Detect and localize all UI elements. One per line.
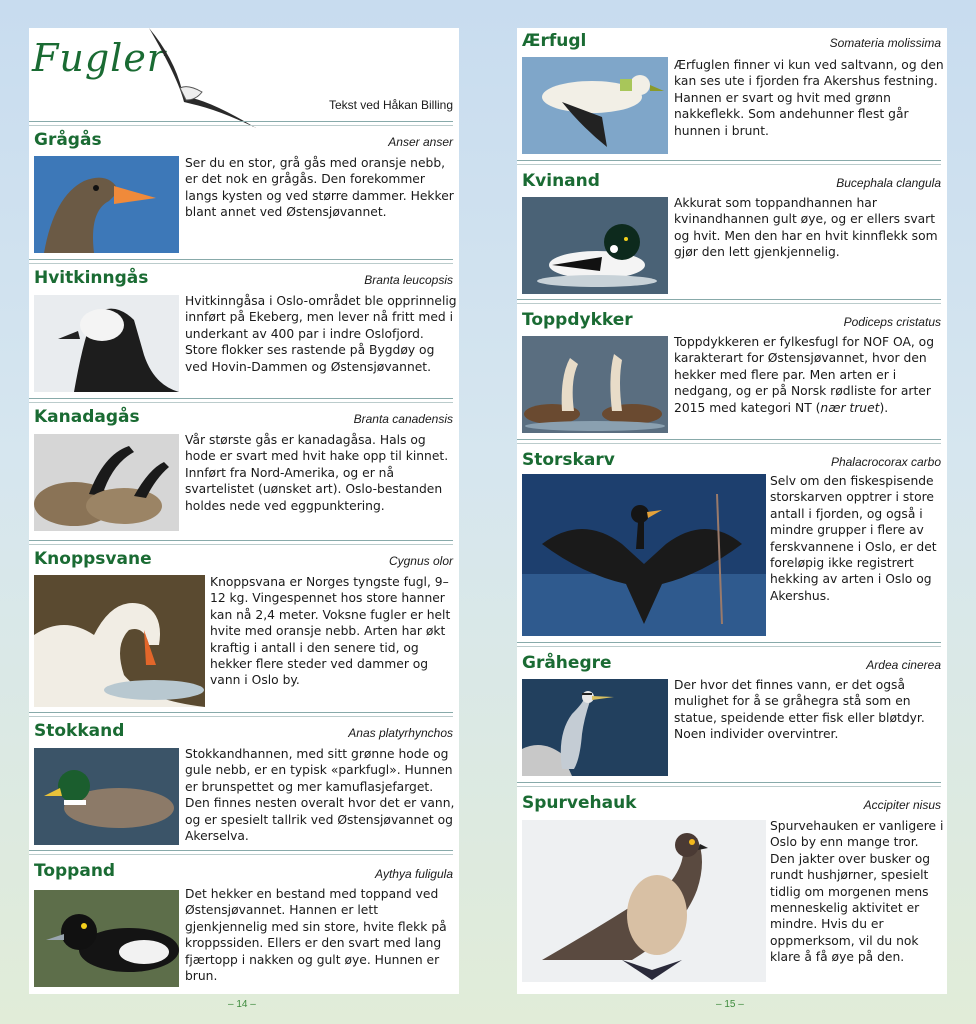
bird-photo (34, 434, 179, 531)
divider (517, 160, 941, 165)
bird-entry-grahegre (517, 642, 947, 782)
bird-photo (522, 474, 766, 636)
bird-latin-name: Branta canadensis (353, 412, 453, 426)
bird-latin-name: Phalacrocorax carbo (830, 455, 941, 469)
bird-description: Der hvor det finnes vann, er det også mulighet for å se gråhegra stå som en statue, speidende etter fisk eller bløtdyr. Noen individer overvintrer. (674, 678, 925, 742)
bird-description: Stokkandhannen, med sitt grønne hode og gule nebb, er en typisk «parkfugl». Hunnen er brunspettet og mer kamuflasjefarget. Den finnes nesten overalt hvor det er vann, og er spesielt tallrik ved Østensjøvannet og Akerselva. (185, 747, 455, 844)
bird-latin-name: Ardea cinerea (866, 658, 941, 672)
bird-name: Hvitkinngås (34, 268, 149, 288)
bird-latin-name: Aythya fuligula (375, 867, 453, 881)
bird-name: Toppdykker (522, 310, 633, 330)
bird-name: Toppand (34, 861, 116, 881)
divider (517, 439, 941, 444)
bird-entry-gragas (29, 121, 459, 259)
text-segment: ). (879, 400, 889, 415)
bird-latin-name: Branta leucopsis (364, 273, 453, 287)
bird-name: Ærfugl (522, 31, 587, 51)
divider (29, 850, 453, 855)
bird-entry-kvinand (517, 160, 947, 299)
bird-latin-name: Accipiter nisus (863, 798, 941, 812)
bird-entry-stokkand (29, 712, 459, 850)
divider (29, 540, 453, 545)
divider (29, 259, 453, 264)
bird-photo (522, 197, 668, 294)
bird-description: Akkurat som toppandhannen har kvinandhannen gult øye, og er ellers svart og hvit. Men den har en hvit kinnflekk som gjør den lett gjenkjennelig. (674, 196, 938, 260)
bird-photo (34, 890, 179, 987)
bird-description: Selv om den fiskespisende storskarven opptrer i store antall i fjorden, og også i mindre grupper i flere av ferskvannene i Oslo, er det foreløpig ikke registrert hekking av arten i Oslo og Akershus. (770, 474, 937, 603)
bird-latin-name: Podiceps cristatus (843, 315, 941, 329)
bird-latin-name: Anas platyrhynchos (348, 726, 453, 740)
page-header (29, 28, 459, 120)
bird-entry-spurvehauk (517, 782, 947, 994)
bird-description: Vår største gås er kanadagåsa. Hals og hode er svart med hvit hake opp til kinnet. Innført fra Nord-Amerika, og er nå svartelistet (uønsket art). Oslo-bestanden holdes nede ved eggpunktering. (185, 433, 449, 513)
bird-entry-toppdykker (517, 299, 947, 439)
bird-photo (522, 820, 766, 982)
bird-name: Kvinand (522, 171, 600, 191)
page-number-right: – 15 – (716, 999, 744, 1010)
text-segment: Toppdykkeren er fylkesfugl for NOF OA, og karakterart for Østensjøvannet, hvor den hekker med flere par. Men arten er i nedgang, og er på Norsk rødliste for arter 2015 med kategori NT ( (674, 335, 935, 415)
bird-name: Knoppsvane (34, 549, 152, 569)
bird-entry-hvitkinngas (29, 259, 459, 398)
divider (517, 782, 941, 787)
bird-name: Spurvehauk (522, 793, 637, 813)
left-page (29, 28, 459, 994)
bird-description: Knoppsvana er Norges tyngste fugl, 9–12 kg. Vingespennet hos store hanner kan nå 2,4 meter. Voksne fugler er helt hvite med oransje nebb. Arten har økt kraftig i antall i den senere tid, og hekker flere steder ved dammer og vann i Oslo by. (210, 575, 451, 688)
bird-name: Gråhegre (522, 653, 612, 673)
bird-description: Spurvehauken er vanligere i Oslo by enn mange tror. Den jakter over busker og rundt hushjørner, spesielt tidlig om morgenen mens menneskelig aktivitet er mindre. Hvis du er oppmerksom, vil du nok klare å få øye på den. (770, 819, 944, 965)
bird-photo (522, 57, 668, 154)
bird-description (674, 334, 944, 416)
bird-description: Det hekker en bestand med toppand ved Østensjøvannet. Hannen er lett gjenkjennelig med sin store, hvite flekk på kroppssiden. Ellers er den svart med lang fjærtopp i nakken og gult øye. Hunnen er brun. (185, 887, 447, 984)
bird-latin-name: Bucephala clangula (836, 176, 941, 190)
bird-latin-name: Cygnus olor (388, 554, 453, 568)
right-page (517, 28, 947, 994)
bird-photo (34, 748, 179, 845)
divider (517, 299, 941, 304)
bird-photo (34, 575, 205, 707)
page-number-left: – 14 – (228, 999, 256, 1010)
bird-name: Stokkand (34, 721, 125, 741)
bird-name: Kanadagås (34, 407, 140, 427)
bird-photo (34, 156, 179, 253)
logo-title: Fugler (32, 36, 166, 80)
bird-description: Hvitkinngåsa i Oslo-området ble opprinnelig innført på Ekeberg, men lever nå fritt med i underkant av 400 par i indre Oslofjord. Store flokker ses rastende på Bygdøy og ved Hovin-Dammen og Østensjøvannet. (185, 294, 457, 374)
bird-entry-toppand (29, 850, 459, 994)
bird-name: Storskarv (522, 450, 615, 470)
divider (517, 642, 941, 647)
bird-photo (34, 295, 179, 392)
bird-description: Ser du en stor, grå gås med oransje nebb, er det nok en grågås. Den forekommer langs kysten og ved større dammer. Hekker blant annet ved Østensjøvannet. (185, 156, 454, 220)
bird-description: Ærfuglen finner vi kun ved saltvann, og den kan ses ute i fjorden fra Akershus festning. Hannen er svart og hvit med grønn nakkeflekk. Som andehunner flest går hunnen i brunt. (674, 58, 944, 138)
bird-photo (522, 679, 668, 776)
divider (29, 121, 453, 126)
divider (29, 398, 453, 403)
bird-photo (522, 336, 668, 433)
bird-name: Grågås (34, 130, 102, 150)
bird-entry-knoppsvane (29, 540, 459, 712)
bird-latin-name: Anser anser (388, 135, 453, 149)
text-italic: nær truet (820, 400, 880, 415)
bird-entry-kanadagas (29, 398, 459, 540)
gull-illustration (144, 18, 264, 138)
bird-latin-name: Somateria molissima (829, 36, 941, 50)
divider (29, 712, 453, 717)
bird-entry-aerfugl (517, 28, 947, 160)
bird-entry-storskarv (517, 439, 947, 642)
author-credit: Tekst ved Håkan Billing (328, 98, 453, 112)
